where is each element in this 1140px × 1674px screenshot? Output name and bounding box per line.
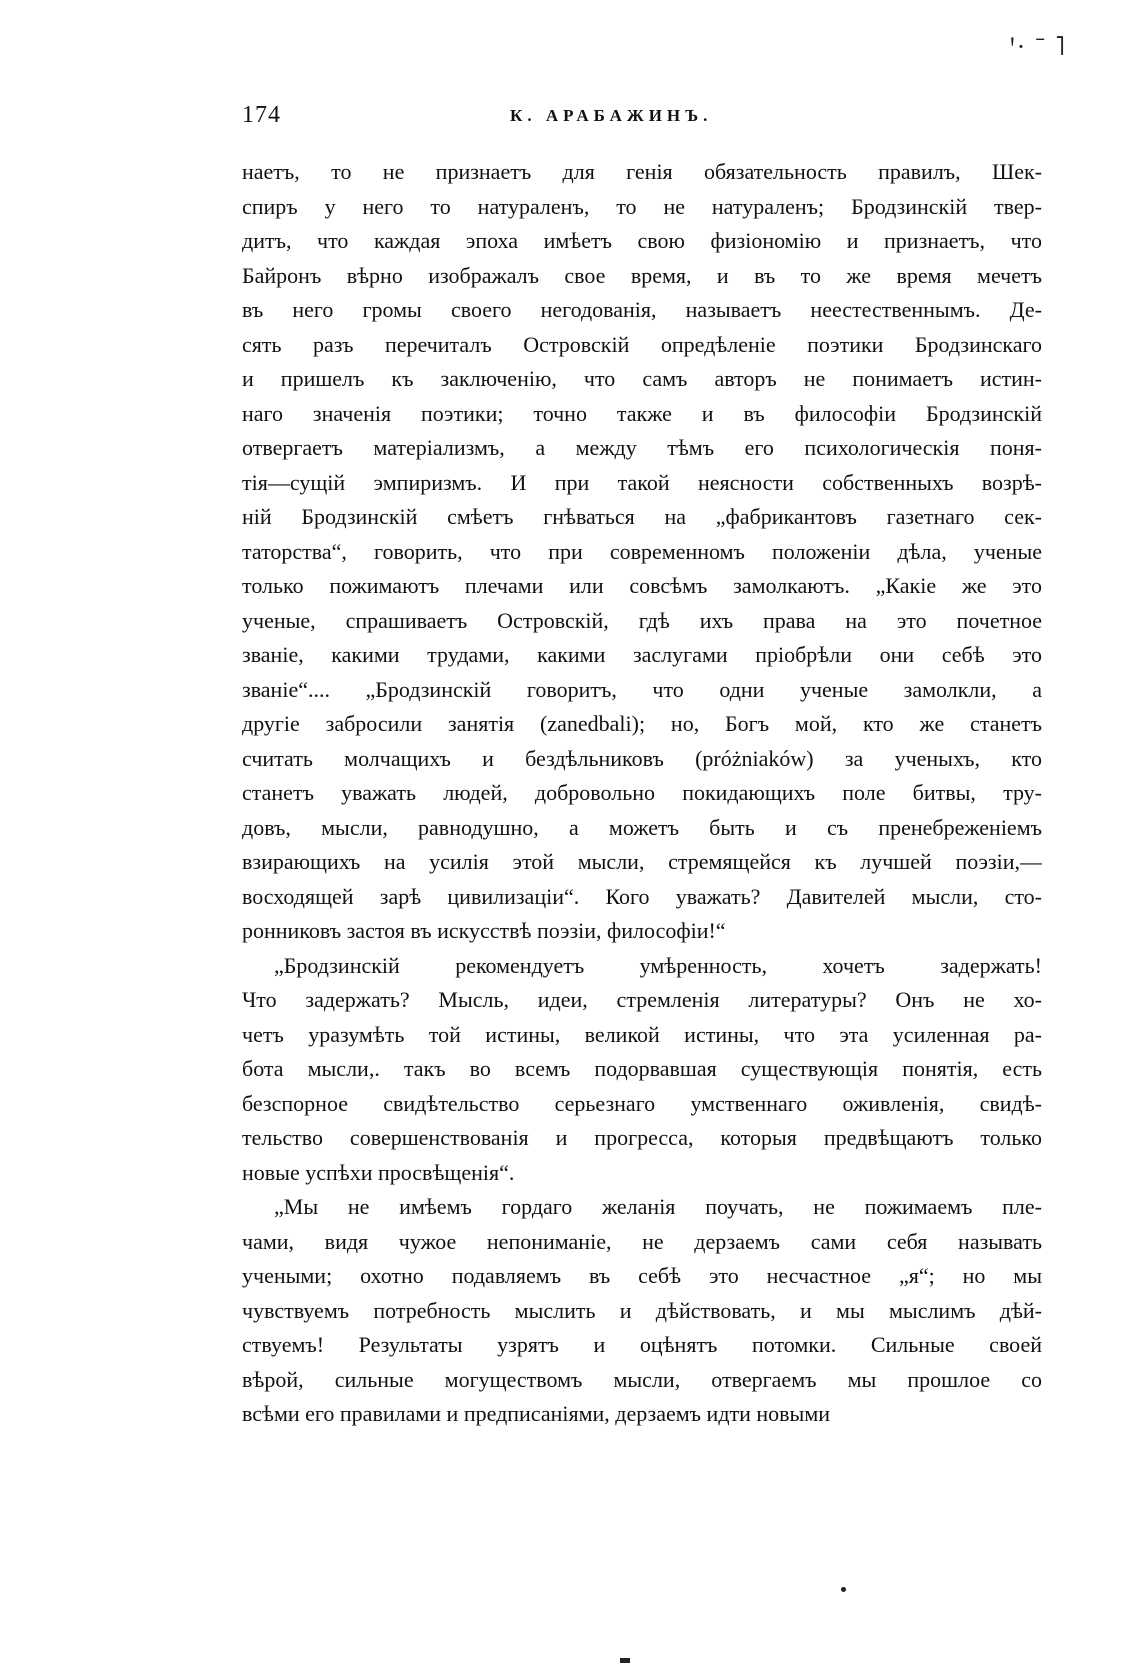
text-line: званіе“.... „Бродзинскій говоритъ, что одни ученые замолкли, а [242,676,1042,702]
text-line: и пришелъ къ заключенію, что самъ авторъ не понимаетъ истин- [242,366,1042,391]
text-line: сять разъ перечиталъ Островскій опредѣленіе поэтики Бродзинскаго [242,331,1042,357]
text-line: „Мы не имѣемъ гордаго желанія поучать, не пожимаемъ пле- [274,1194,1042,1219]
text-line: считать молчащихъ и бездѣльниковъ (próżniaków) за ученыхъ, кто [242,745,1042,771]
text-line: бота мысли,. такъ во всемъ подорвавшая существующія понятія, есть [242,1056,1042,1081]
text-line: въ него громы своего негодованія, называетъ неестественнымъ. Де- [242,297,1042,322]
text-line: таторства“, говорить, что при современномъ положеніи дѣла, ученые [242,538,1042,564]
text-line: ученые, спрашиваетъ Островскій, гдѣ ихъ права на это почетное [242,607,1042,633]
text-line: учеными; охотно подавляемъ въ себѣ это несчастное „я“; но мы [242,1263,1042,1288]
text-line: довъ, мысли, равнодушно, а можетъ быть и съ пренебреженіемъ [242,814,1042,840]
text-line: „Бродзинскій рекомендуетъ умѣренность, хочетъ задержать! [274,952,1042,978]
text-line: всѣми его правилами и предписаніями, дерзаемъ идти новыми [242,1401,831,1426]
text-line: отвергаетъ матеріализмъ, а между тѣмъ его психологическія поня- [242,435,1042,460]
text-line: дитъ, что каждая эпоха имѣетъ свою физіономію и признаетъ, что [242,228,1042,253]
text-line: наетъ, то не признаетъ для генія обязательность правилъ, Шек- [242,159,1042,184]
body-text [242,155,1042,1432]
text-line: взирающихъ на усилія этой мысли, стремящейся къ лучшей поэзіи,— [242,849,1042,874]
text-line: другіе забросили занятія (zanedbali); но, Богъ мой, кто же станетъ [242,711,1042,736]
text-line: только пожимаютъ плечами или совсѣмъ замолкаютъ. „Какіе же это [242,573,1042,598]
text-line: ронниковъ застоя въ искусствѣ поэзіи, философіи!“ [242,918,726,943]
text-line: чами, видя чужое непониманіе, не дерзаемъ сами себя называть [242,1228,1042,1254]
text-line: наго значенія поэтики; точно также и въ философіи Бродзинскій [242,400,1042,426]
text-line: тія—сущій эмпиризмъ. И при такой неясности собственныхъ возрѣ- [242,469,1042,495]
text-line: станетъ уважать людей, добровольно покидающихъ поле битвы, тру- [242,780,1042,805]
text-line: безспорное свидѣтельство серьезнаго умственнаго оживленія, свидѣ- [242,1090,1042,1116]
text-line: четъ уразумѣть той истины, великой истины, что эта усиленная ра- [242,1021,1042,1047]
text-line: спиръ у него то натураленъ, то не натураленъ; Бродзинскій твер- [242,193,1042,219]
running-title: К. АРАБАЖИНЪ. [510,106,713,125]
page-header [242,102,1042,138]
text-line: Что задержать? Мысль, идеи, стремленія литературы? Онъ не хо- [242,987,1042,1012]
text-line: восходящей зарѣ цивилизаціи“. Кого уважать? Давителей мысли, сто- [242,883,1042,909]
scan-speck-dash [620,1658,630,1663]
text-line: ствуемъ! Результаты узрятъ и оцѣнятъ потомки. Сильные своей [242,1332,1042,1357]
text-line: званіе, какими трудами, какими заслугами пріобрѣли они себѣ это [242,642,1042,667]
text-line: вѣрой, сильные могуществомъ мысли, отвергаемъ мы прошлое со [242,1366,1042,1392]
corner-scan-mark: ꞌ· ˉ ˥ [1010,32,1067,61]
text-line: новые успѣхи просвѣщенія“. [242,1159,515,1185]
text-line: чувствуемъ потребность мыслить и дѣйствовать, и мы мыслимъ дѣй- [242,1297,1042,1323]
scan-speck-dot [841,1587,846,1592]
text-line: ній Бродзинскій смѣетъ гнѣваться на „фабрикантовъ газетнаго сек- [242,504,1042,529]
text-line: Байронъ вѣрно изображалъ свое время, и въ то же время мечетъ [242,262,1042,288]
page-number: 174 [242,102,281,128]
text-line: тельство совершенствованія и прогресса, которыя предвѣщаютъ только [242,1125,1042,1150]
